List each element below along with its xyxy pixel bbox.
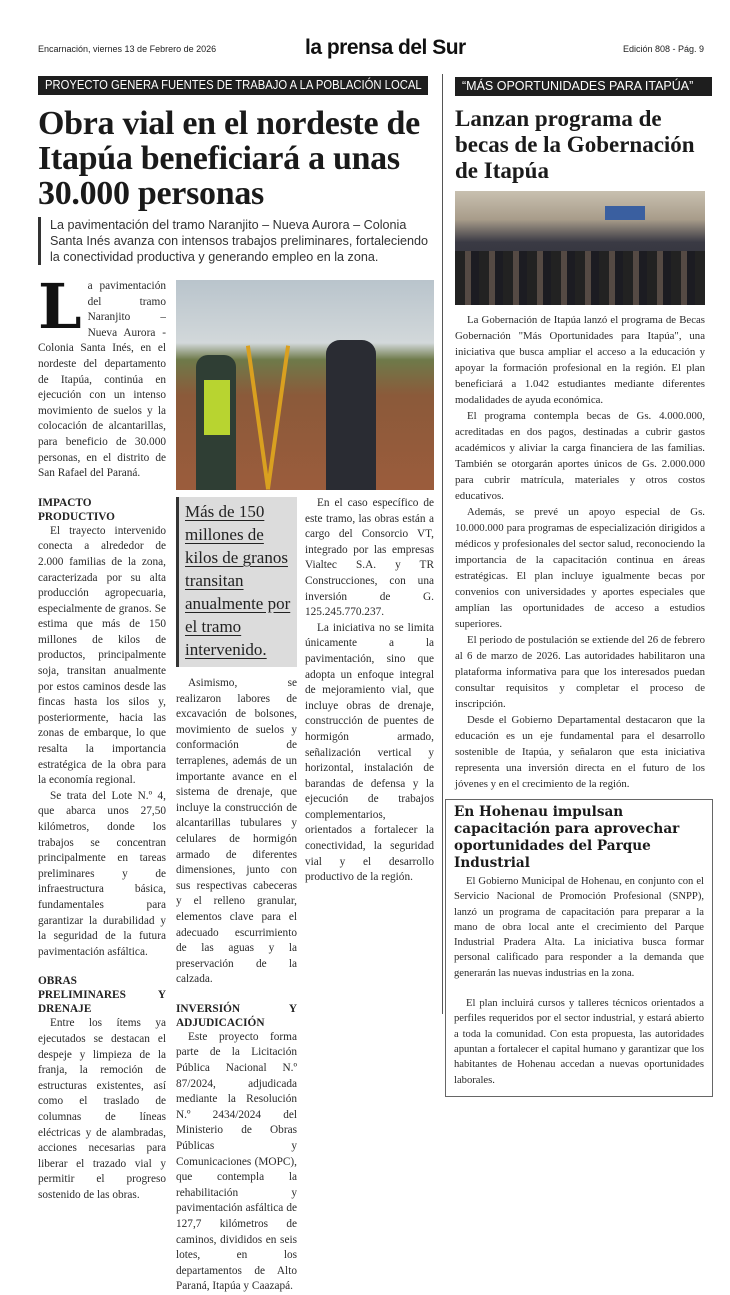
auditorium-photo <box>455 191 705 305</box>
side-kicker-text: “MÁS OPORTUNIDADES PARA ITAPÚA” <box>462 79 694 93</box>
road-survey-photo <box>176 280 434 490</box>
subhead-impacto: IMPACTO PRODUCTIVO <box>38 496 115 523</box>
main-column-2 <box>176 497 297 1295</box>
subhead-inversion: INVERSIÓN Y ADJUDICACIÓN <box>176 1002 297 1029</box>
paragraph: Asimismo, se realizaron labores de excavación de bolsones, movimiento de suelos y conformación de terraplenes, además de un importante avance en el sistema de drenaje, que incluye la construcción de alcantarillas tubulares y celulares de hormigón armado de diferentes dimensiones, junto con sus respectivas cabeceras y el relleno granular, elementos clave para el adecuado escurrimiento de las aguas y la preservación de la calzada. <box>176 677 297 986</box>
pull-quote: Más de 150 millones de kilos de granos transitan anualmente por el tramo intervenido. <box>176 497 297 667</box>
side-column <box>455 312 705 792</box>
main-kicker-text: PROYECTO GENERA FUENTES DE TRABAJO A LA POBLACIÓN LOCAL <box>45 78 422 92</box>
side-column-block <box>455 106 713 1097</box>
hohenau-box <box>445 799 713 1097</box>
paragraph: El programa contempla becas de Gs. 4.000.000, acreditadas en dos pagos, destinadas a cubrir gastos académicos y aliviar la carga financiera de las familias. También se otorgarán aportes únicos de Gs. 2.000.000 para cubrir matrícula, materiales y otros costos educativos. <box>455 410 705 502</box>
main-column-3 <box>305 496 434 886</box>
edition-page: Edición 808 - Pág. 9 <box>622 44 704 54</box>
newspaper-logo: la prensa del Sur <box>305 36 466 59</box>
main-title-block <box>38 106 438 265</box>
main-headline: Obra vial en el nordeste de Itapúa beneficiará a unas 30.000 personas <box>38 105 420 212</box>
paragraph: Además, se prevé un apoyo especial de Gs. 10.000.000 para programas de especialización dirigidos a médicos y profesionales del sector salud, reconociendo la importancia de la capacitación continua en áreas estratégicas. El plan incluye igualmente becas por convenios con universidades y aportes especiales que amplían las oportunidades de acceso a estudios superiores. <box>455 506 705 630</box>
paragraph: Entre los ítems ya ejecutados se destacan el despeje y limpieza de la franja, la remoción de estructuras existentes, así como el traslado de columnas de líneas eléctricas y de alambradas, acciones necesarias para liberar el trazado vial y permitir el progreso sostenido de las obras. <box>38 1017 166 1201</box>
paragraph: El trayecto intervenido conecta a alrededor de 2.000 familias de la zona, caracterizada por su alta producción agropecuaria, especialmente de granos. Se estima que más de 150 millones de kilos de productos, principalmente soja, transitan anualmente por estos caminos desde las fincas hasta los silos y, posteriormente, hacia las zonas de embarque, lo que resalta la importancia estratégica de la obra para la economía regional. <box>38 524 166 787</box>
main-deck: La pavimentación del tramo Naranjito – Nueva Aurora – Colonia Santa Inés avanza con intensos trabajos preliminares, fortaleciendo la conectividad productiva y generando empleo en la zona. <box>38 217 438 265</box>
subhead-obras: OBRAS PRELIMINARES Y DRENAJE <box>38 975 166 1016</box>
side-kicker <box>455 77 712 96</box>
date-line: Encarnación, viernes 13 de Febrero de 2026 <box>38 44 217 54</box>
dropcap: L <box>38 279 82 343</box>
paragraph: El plan incluirá cursos y talleres técnicos orientados a perfiles requeridos por el sector industrial, y estará abierto a toda la comunidad. Con esta propuesta, las autoridades apuntan a fortalecer el capital humano y garantizar que los habitantes de Hohenau accedan a nuevas oportunidades laborales. <box>454 998 704 1086</box>
paragraph: Se trata del Lote N.º 4, que abarca unos 27,50 kilómetros, donde los trabajos se concentran principalmente en tareas preliminares y de infraestructura básica, fundamentales para garantizar la durabilidad y la seguridad de la futura pavimentación asfáltica. <box>38 789 166 958</box>
box-headline: En Hohenau impulsan capacitación para aprovechar oportunidades del Parque Industrial <box>454 804 680 871</box>
main-kicker <box>38 76 428 95</box>
paragraph: La Gobernación de Itapúa lanzó el programa de Becas Gobernación "Más Oportunidades para Itapúa", una iniciativa que busca ampliar el acceso a la educación y apoyar la formación profesional en la región. El plan beneficiará a 1.042 estudiantes mediante diferentes modalidades de ayuda económica. <box>455 314 705 406</box>
paragraph: El periodo de postulación se extiende del 26 de febrero al 6 de marzo de 2026. Las autoridades habilitaron una plataforma informativa para que los interesados puedan consultar requisitos y completar el proceso de inscripción. <box>455 634 705 710</box>
main-column-1 <box>38 279 166 1203</box>
intro-paragraph: a pavimentación del tramo Naranjito – Nueva Aurora - Colonia Santa Inés, en el nordeste del departamento de Itapúa, continúa en ejecución con un intenso movimiento de suelos y la colocación de alcantarillas, para beneficio de 30.000 personas, en el distrito de San Rafael del Paraná. <box>38 280 166 480</box>
paragraph: El Gobierno Municipal de Hohenau, en conjunto con el Servicio Nacional de Promoción Profesional (SNPP), lanzó un programa de capacitación para preparar a la mano de obra local ante el crecimiento del Parque Industrial Pradera Alta. La iniciativa busca formar personal calificado para responder a la demanda que generarán las nuevas industrias en la zona. <box>454 876 704 979</box>
paragraph: Este proyecto forma parte de la Licitación Pública Nacional N.º 87/2024, adjudicada mediante la Resolución N.º 2434/2024 del Ministerio de Obras Públicas y Comunicaciones (MOPC), que contempla la rehabilitación y pavimentación asfáltica de 127,7 kilómetros de caminos, divididos en seis lotes, en los departamentos de Alto Paraná, Itapúa y Caazapá. <box>176 1030 297 1293</box>
column-divider <box>442 74 443 1014</box>
paragraph: Desde el Gobierno Departamental destacaron que la educación es un eje fundamental para el desarrollo sostenible de Itapúa, y señalaron que esta iniciativa representa una inversión directa en el futuro de los jóvenes y en el crecimiento de la región. <box>455 714 705 790</box>
side-headline: Lanzan programa de becas de la Gobernación de Itapúa <box>455 106 695 183</box>
paragraph: La iniciativa no se limita únicamente a la pavimentación, sino que adopta un enfoque integral de mejoramiento vial, que incluye obras de drenaje, construcción de puentes de hormigón armado, señalización vertical y horizontal, instalación de barandas de defensa y la ejecución de trabajos complementarios, orientados a fortalecer la conectividad, la seguridad vial y el desarrollo productivo de la región. <box>305 621 434 884</box>
paragraph: En el caso específico de este tramo, las obras están a cargo del Consorcio VT, integrado por las empresas Vialtec S.A. y TR Construcciones, con una inversión de G. 125.245.770.237. <box>305 497 434 619</box>
